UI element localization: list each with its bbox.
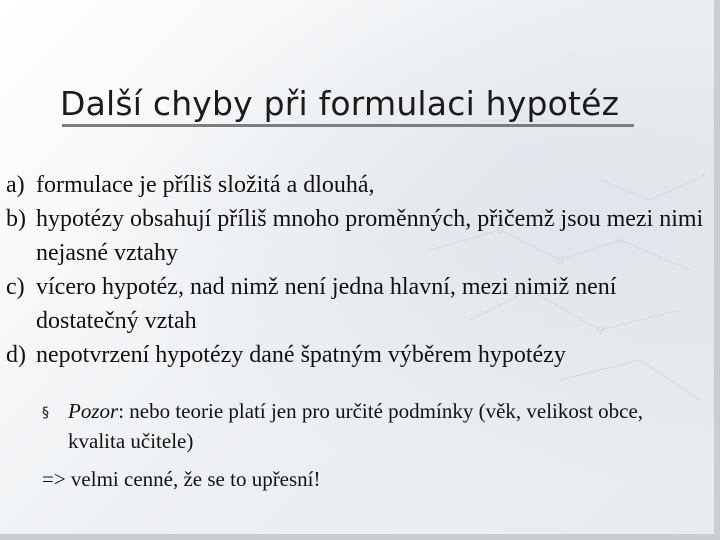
list-item-a — [6, 168, 706, 202]
list-marker: c) — [6, 274, 25, 300]
sub-bullet-note — [42, 396, 682, 456]
section-bullet-icon: § — [42, 405, 49, 421]
sub-bullet-emphasis: Pozor — [68, 399, 119, 423]
conclusion-text: => velmi cenné, že se to upřesní! — [42, 467, 321, 491]
slide-title: Další chyby při formulaci hypotéz — [60, 84, 620, 123]
list-item-text: vícero hypotéz, nad nimž není jedna hlavní, mezi nimiž není dostatečný vztah — [36, 274, 617, 334]
list-marker: a) — [6, 172, 25, 198]
sub-bullet-text — [68, 396, 682, 456]
list-item-text: formulace je příliš složitá a dlouhá, — [36, 172, 375, 198]
title-underline — [62, 124, 634, 127]
list-item-d — [6, 338, 706, 372]
list-item-text: nepotvrzení hypotézy dané špatným výběrem hypotézy — [36, 342, 566, 368]
list-marker: b) — [6, 206, 26, 232]
hypothesis-error-list — [6, 168, 706, 372]
list-marker: d) — [6, 342, 26, 368]
sub-bullet-body: : nebo teorie platí jen pro určité podmínky (věk, velikost obce, kvalita učitele) — [68, 399, 644, 453]
list-item-b — [6, 202, 706, 270]
list-item-text: hypotézy obsahují příliš mnoho proměnných, přičemž jsou mezi nimi nejasné vztahy — [36, 206, 704, 266]
list-item-c — [6, 270, 706, 338]
